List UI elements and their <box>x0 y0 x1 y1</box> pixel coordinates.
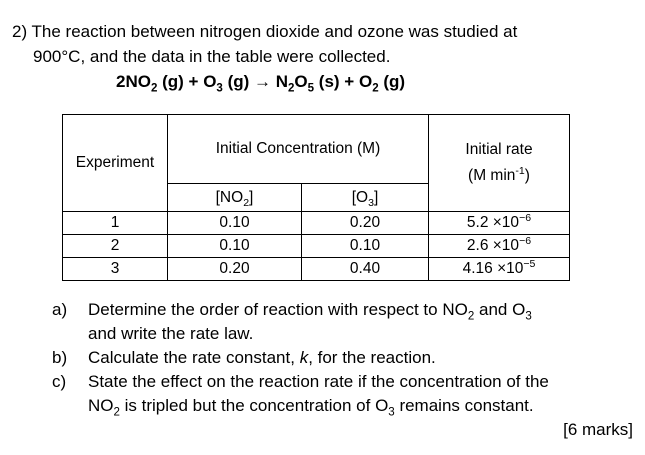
table-row <box>63 258 570 281</box>
cell-experiment: 2 <box>63 235 168 258</box>
rate-unit-exponent: -1 <box>515 164 525 177</box>
part-c-label: c) <box>52 372 67 391</box>
part-c-line-1: State the effect on the reaction rate if the concentration of the <box>88 372 549 391</box>
header-rate-unit <box>429 164 569 185</box>
part-c-text-2: is tripled but the concentration of O <box>119 396 389 415</box>
eq-no2-state: (g) + O <box>157 72 217 91</box>
part-a-text <box>88 300 532 323</box>
rate-unit-close: ) <box>524 167 530 184</box>
part-a-label: a) <box>52 300 68 319</box>
cell-no2: 0.10 <box>168 212 302 235</box>
eq-product-n: N <box>271 72 288 91</box>
part-c-line-2 <box>88 396 534 419</box>
header-rate-label: Initial rate <box>465 141 533 158</box>
eq-product-o: O <box>294 72 308 91</box>
cell-no2: 0.20 <box>168 258 302 281</box>
cell-experiment: 3 <box>63 258 168 281</box>
cell-no2: 0.10 <box>168 235 302 258</box>
eq-no2-subscript: 2 <box>150 82 158 95</box>
part-b-label: b) <box>52 348 68 367</box>
part-a-subscript-2: 3 <box>525 310 532 323</box>
cell-rate <box>429 235 570 258</box>
table-row <box>63 212 570 235</box>
part-a-text-1: Determine the order of reaction with respect to NO <box>88 300 468 319</box>
eq-o5-subscript: 5 <box>307 82 315 95</box>
subheader-o3 <box>302 184 429 212</box>
marks-label: [6 marks] <box>563 420 633 439</box>
eq-o2-state: (g) <box>378 72 406 91</box>
rate-base: 2.6 ×10 <box>466 237 520 254</box>
cell-o3: 0.40 <box>302 258 429 281</box>
part-b-text-2: , for the reaction. <box>308 348 436 367</box>
header-initial-concentration: Initial Concentration (M) <box>168 115 429 184</box>
eq-n2o5-state: (s) + O <box>314 72 373 91</box>
data-table <box>62 114 570 281</box>
subheader-no2-close: ] <box>249 188 254 206</box>
subheader-o3-open: [O <box>351 188 369 206</box>
rate-exponent: −6 <box>519 211 532 224</box>
part-c-subscript-1: 2 <box>113 406 120 419</box>
eq-n-subscript: 2 <box>288 82 295 95</box>
subheader-o3-subscript: 3 <box>368 196 374 209</box>
table-row <box>63 235 570 258</box>
eq-arrow-icon: → <box>254 72 271 91</box>
question-line-1: 2) The reaction between nitrogen dioxide and ozone was studied at <box>12 22 518 41</box>
chemical-equation <box>116 72 406 95</box>
cell-rate <box>429 258 570 281</box>
question-line-2: 900°C, and the data in the table were collected. <box>33 47 391 66</box>
part-b-text <box>88 348 436 368</box>
cell-experiment: 1 <box>63 212 168 235</box>
rate-exponent: −6 <box>519 234 532 247</box>
header-initial-rate <box>429 115 570 212</box>
eq-o3-subscript: 3 <box>216 82 223 95</box>
part-a-subscript-1: 2 <box>467 310 475 323</box>
eq-o2-subscript: 2 <box>372 82 379 95</box>
rate-base: 4.16 ×10 <box>462 260 524 277</box>
eq-reactant-no2: 2NO <box>116 72 151 91</box>
cell-o3: 0.20 <box>302 212 429 235</box>
subheader-no2 <box>168 184 302 212</box>
eq-o3-state: (g) <box>222 72 254 91</box>
subheader-no2-open: [NO <box>215 188 244 206</box>
part-a-line-2: and write the rate law. <box>88 324 254 343</box>
subheader-o3-close: ] <box>373 188 379 206</box>
part-c-text-3: remains constant. <box>394 396 534 415</box>
cell-o3: 0.10 <box>302 235 429 258</box>
part-c-text-1: NO <box>88 396 114 415</box>
header-experiment: Experiment <box>63 115 168 212</box>
rate-unit-main: (M min <box>468 167 516 184</box>
rate-base: 5.2 ×10 <box>466 214 520 231</box>
part-a-text-2: and O <box>474 300 526 319</box>
part-b-italic-k: k <box>299 348 309 367</box>
part-b-text-1: Calculate the rate constant, <box>88 348 300 367</box>
rate-exponent: −5 <box>523 257 536 270</box>
part-c-subscript-2: 3 <box>388 406 395 419</box>
cell-rate <box>429 212 570 235</box>
subheader-no2-subscript: 2 <box>243 196 250 209</box>
